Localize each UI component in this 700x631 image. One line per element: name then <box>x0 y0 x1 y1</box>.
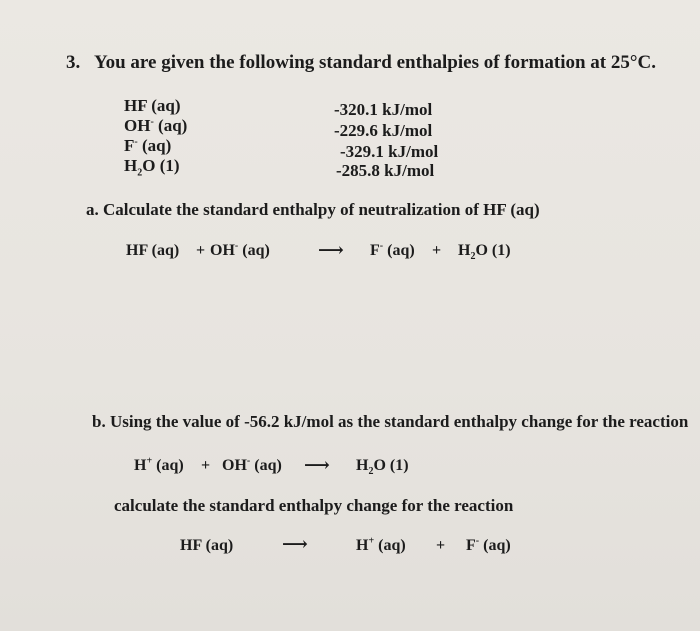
value-oh: -229.6 kJ/mol <box>334 121 433 140</box>
part-a-product-f: F- (aq) <box>370 240 415 259</box>
species-f: F- (aq) <box>124 136 172 155</box>
final-reactant-hf: HF (aq) <box>180 537 234 554</box>
value-hf: -320.1 kJ/mol <box>334 100 433 119</box>
value-h2o: -285.8 kJ/mol <box>336 161 435 180</box>
final-product-h: H+ (aq) <box>356 535 406 554</box>
value-f: -329.1 kJ/mol <box>340 142 439 161</box>
part-b-plus: + <box>201 457 211 474</box>
part-b-reactant-oh: OH- (aq) <box>222 455 282 474</box>
final-arrow-icon: ⟶ <box>282 534 308 554</box>
part-b-prompt: b. Using the value of -56.2 kJ/mol as the standard enthalpy change for the reaction <box>92 412 689 431</box>
species-hf: HF (aq) <box>124 96 181 115</box>
question-number: 3. <box>66 52 81 73</box>
part-b-product-h2o: $H_2O$ (1) <box>356 457 409 478</box>
final-plus: + <box>436 537 446 554</box>
species-oh: OH- (aq) <box>124 116 188 135</box>
part-a-plus-2: + <box>432 242 442 259</box>
part-b-calc-prompt: calculate the standard enthalpy change for the reaction <box>114 496 514 515</box>
part-a-prompt: a. Calculate the standard enthalpy of neutralization of HF (aq) <box>86 200 540 219</box>
part-a-product-h2o: $H_2O$ (1) <box>458 242 511 263</box>
part-a-arrow-icon: ⟶ <box>318 240 344 260</box>
part-b-arrow-icon: ⟶ <box>304 455 330 475</box>
part-a-reactant-oh: OH- (aq) <box>210 240 270 259</box>
final-product-f: F- (aq) <box>466 535 511 554</box>
part-a-reactant-hf: HF (aq) <box>126 242 180 259</box>
question-text: You are given the following standard enthalpies of formation at 25°C. <box>94 52 656 73</box>
species-h2o: $H_2O$ (1) <box>124 156 180 179</box>
part-a-plus: + <box>196 242 206 259</box>
question-heading <box>66 52 656 74</box>
part-b-reactant-h: H+ (aq) <box>134 455 184 474</box>
